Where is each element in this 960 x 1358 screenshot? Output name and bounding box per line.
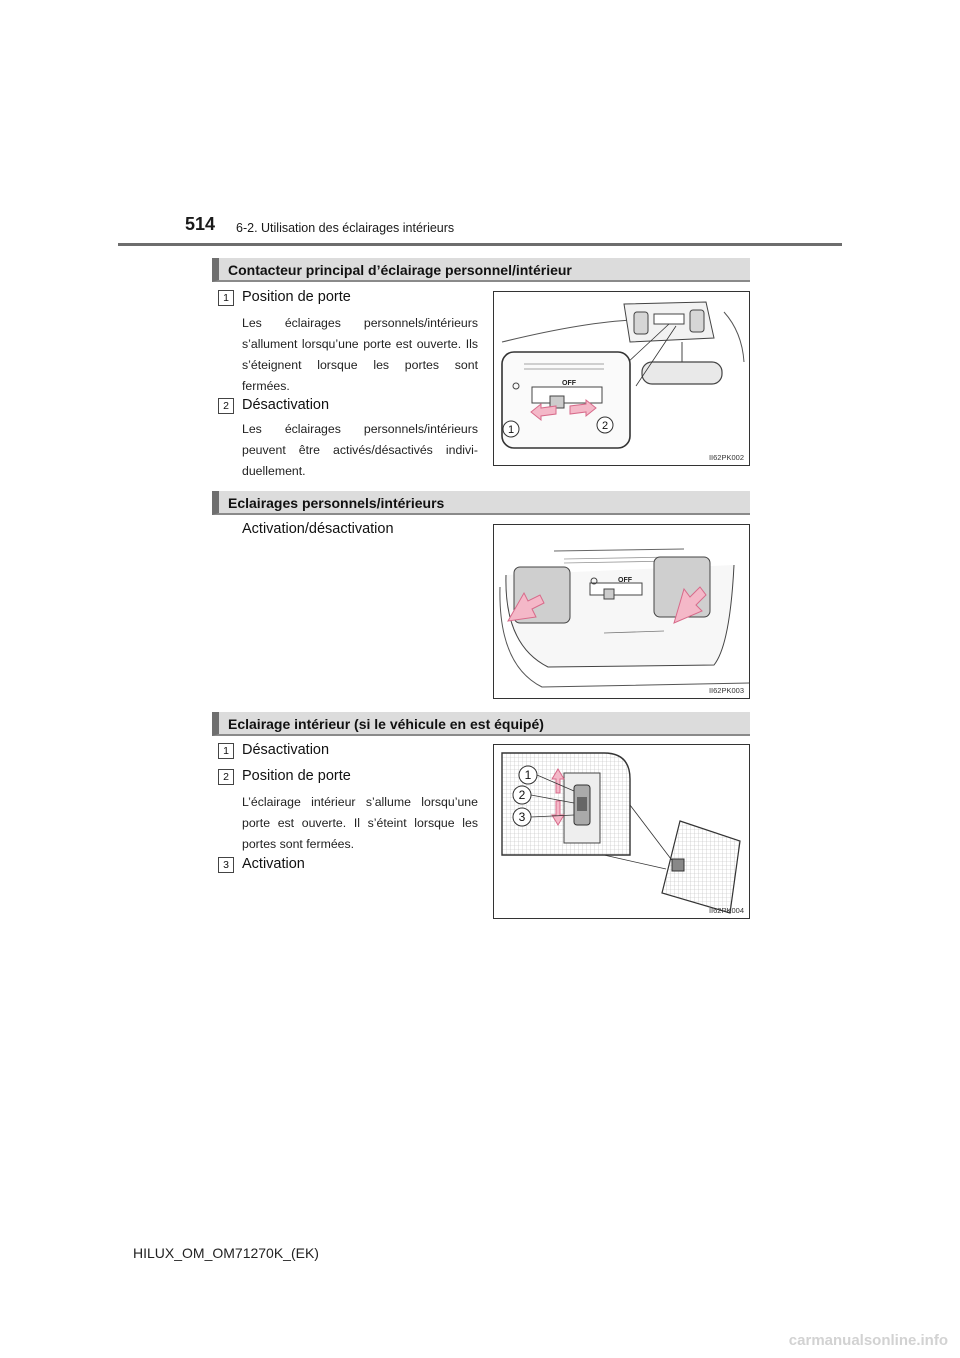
personal-lights-illustration: [494, 525, 750, 699]
callout-3: 3: [518, 810, 526, 824]
section-title: Eclairages personnels/intérieurs: [228, 495, 445, 511]
header-rule: [118, 243, 842, 246]
item-number-badge: 1: [218, 290, 234, 306]
figure-interior-light: [493, 744, 750, 919]
item-number-badge: 2: [218, 398, 234, 414]
section-heading-personal-lights: [212, 491, 750, 515]
callout-1: 1: [507, 424, 515, 436]
item-description: L’éclairage intérieur s’allume lorsqu’une porte est ouverte. Il s’éteint lorsque les portes sont fermées.: [242, 795, 478, 851]
section-line: Activation/désactivation: [242, 521, 394, 537]
off-label: OFF: [562, 380, 576, 387]
item-title: Position de porte: [242, 768, 351, 784]
section-heading-interior-light: [212, 712, 750, 736]
callout-1: 1: [524, 768, 532, 782]
footer-document-id: HILUX_OM_OM71270K_(EK): [133, 1245, 319, 1261]
item-description: Les éclairages personnels/intérieurs s’allument lorsqu’une porte est ouverte. Ils s’éteignent lorsque les portes sont fermées.: [242, 316, 478, 393]
item-number-badge: 2: [218, 769, 234, 785]
interior-light-illustration: [494, 745, 750, 919]
off-label: OFF: [618, 577, 632, 584]
callout-2: 2: [601, 420, 609, 432]
running-title: 6-2. Utilisation des éclairages intérieurs: [236, 221, 455, 235]
figure-main-switch: [493, 291, 750, 466]
section-title: Eclairage intérieur (si le véhicule en est équipé): [228, 716, 544, 732]
item-title: Activation: [242, 856, 305, 872]
section-title: Contacteur principal d’éclairage personnel/intérieur: [228, 262, 572, 278]
page-number: 514: [185, 214, 216, 234]
item-number-badge: 1: [218, 743, 234, 759]
overhead-console-illustration: [494, 292, 750, 466]
figure-personal-lights: [493, 524, 750, 699]
item-description: Les éclairages personnels/intérieurs peuvent être activés/désactivés indivi-duellement.: [242, 422, 478, 478]
figure-code: II62PK004: [708, 906, 744, 915]
figure-code: II62PK002: [708, 453, 744, 462]
item-title: Désactivation: [242, 742, 330, 758]
section-heading-main-switch: [212, 258, 750, 282]
item-number-badge: 3: [218, 857, 234, 873]
callout-2: 2: [518, 788, 526, 802]
figure-code: II62PK003: [708, 686, 744, 695]
watermark: carmanualsonline.info: [788, 1332, 948, 1349]
item-title: Désactivation: [242, 397, 330, 413]
item-title: Position de porte: [242, 289, 351, 305]
